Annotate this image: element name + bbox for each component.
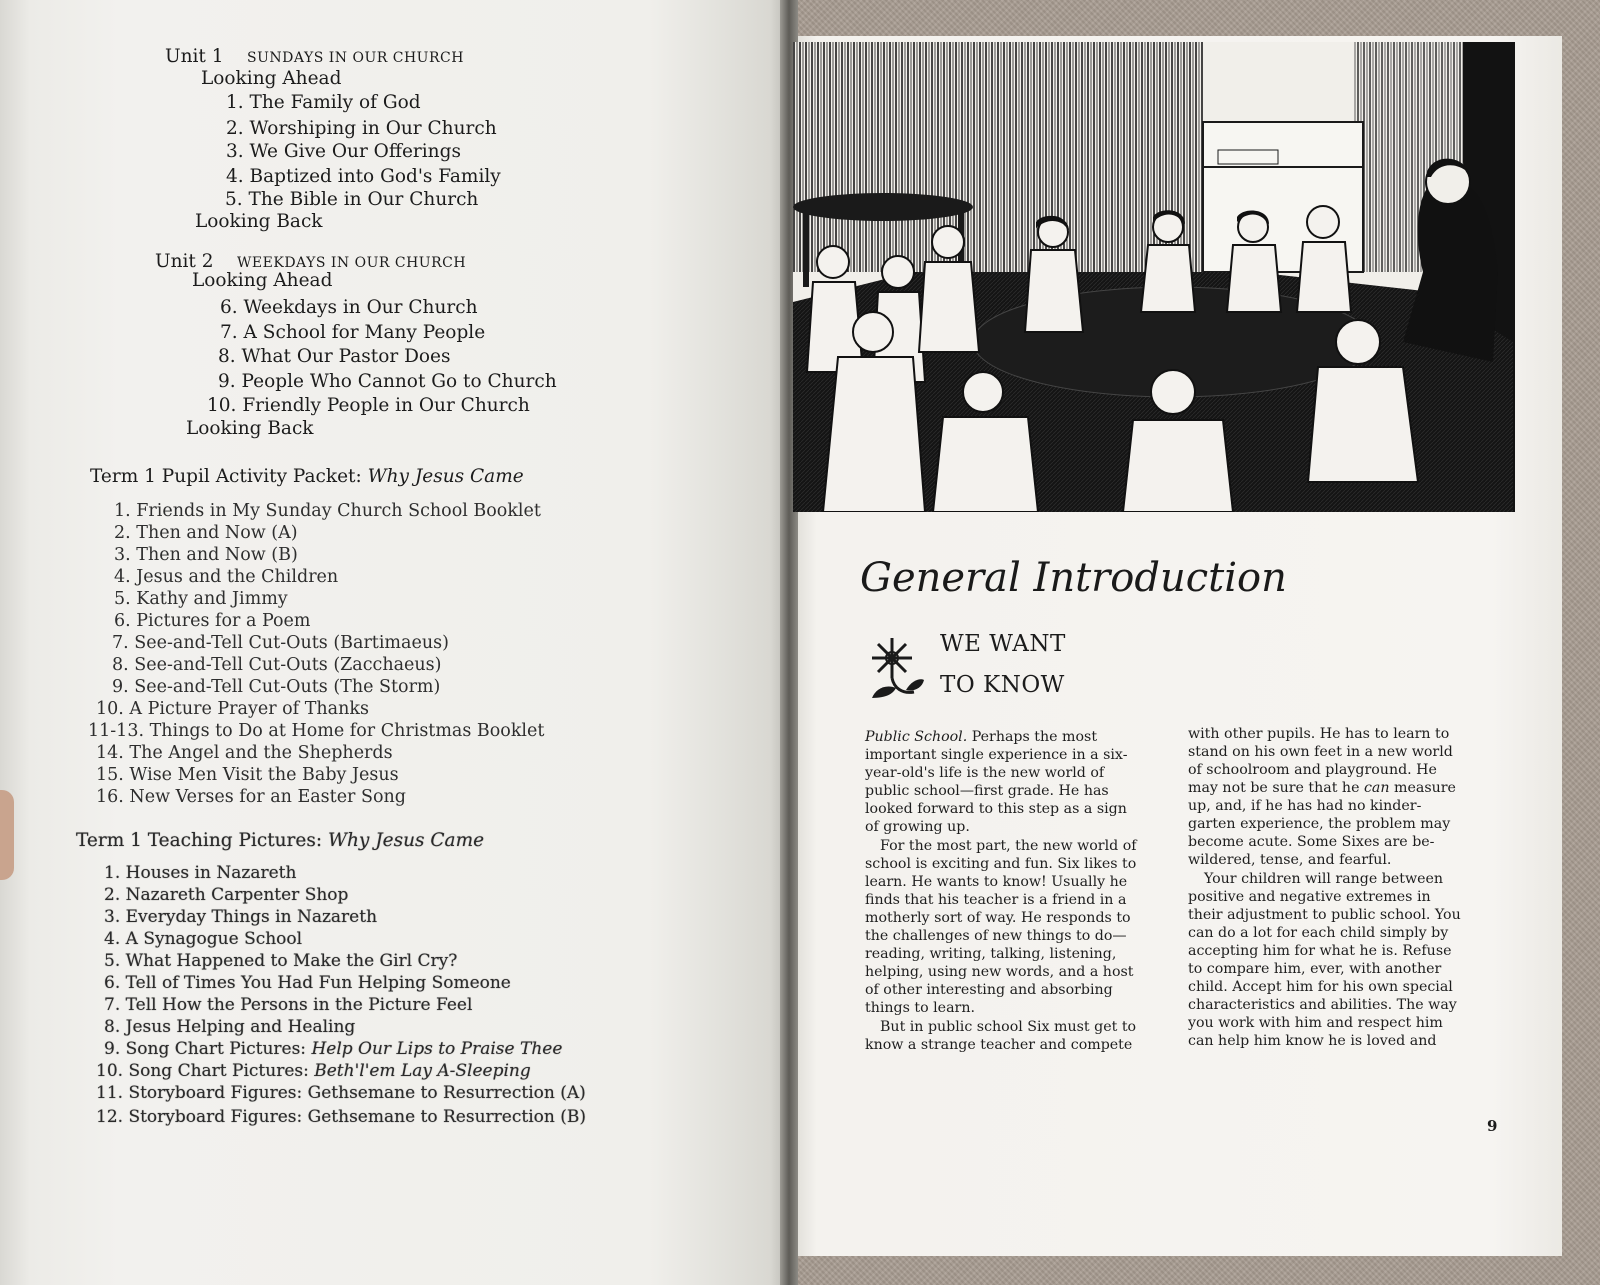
list-item: 5. The Bible in Our Church [225,189,479,210]
list-item: 8. See-and-Tell Cut-Outs (Zacchaeus) [112,655,442,675]
text-line: wildered, tense, and fearful. [1188,852,1392,868]
unit-1-looking-ahead: Looking Ahead [201,68,342,89]
list-item: 3. We Give Our Offerings [226,141,461,162]
list-item: 7. See-and-Tell Cut-Outs (Bartimaeus) [112,633,449,653]
list-item: 2. Nazareth Carpenter Shop [104,885,349,905]
list-item: 6. Pictures for a Poem [114,611,311,631]
text-line: of other interesting and absorbing [865,982,1113,998]
list-item: 8. What Our Pastor Does [218,346,451,367]
list-item: 14. The Angel and the Shepherds [96,743,393,763]
text-line: can do a lot for each child simply by [1188,925,1449,941]
text-line: public school—first grade. He has [865,783,1109,799]
unit-1-looking-back: Looking Back [195,211,323,232]
list-item: 8. Jesus Helping and Healing [104,1017,356,1037]
pictures-title: Term 1 Teaching Pictures: Why Jesus Came [76,830,485,851]
unit-1-title: SUNDAYS IN OUR CHURCH [247,50,464,66]
text-line: up, and, if he has had no kinder- [1188,798,1422,814]
packet-title: Term 1 Pupil Activity Packet: Why Jesus Came [90,466,524,487]
unit-1-heading [165,46,464,69]
text-line: stand on his own feet in a new world [1188,744,1453,760]
list-item: 7. Tell How the Persons in the Picture Feel [104,995,473,1015]
text-line: Public School. Perhaps the most [865,729,1098,745]
list-item: 4. Baptized into God's Family [226,166,501,187]
text-line: their adjustment to public school. You [1188,907,1461,923]
list-item: 1. The Family of God [226,92,421,113]
list-item: 9. People Who Cannot Go to Church [218,371,557,392]
text-line: can help him know he is loved and [1188,1033,1437,1049]
text-line: accepting him for what he is. Refuse [1188,943,1452,959]
text-line: learn. He wants to know! Usually he [865,874,1128,890]
flower-icon [862,636,928,704]
unit-2-label: Unit 2 [155,251,214,272]
text-line: garten experience, the problem may [1188,816,1451,832]
list-item: 1. Houses in Nazareth [104,863,297,883]
list-item: 9. Song Chart Pictures: Help Our Lips to Praise Thee [104,1039,563,1059]
list-item: 16. New Verses for an Easter Song [96,787,406,807]
text-line: may not be sure that he can measure [1188,780,1456,796]
list-item: 7. A School for Many People [220,322,486,343]
list-item: 10. Friendly People in Our Church [207,395,530,416]
list-item: 12. Storyboard Figures: Gethsemane to Resurrection (B) [96,1107,586,1127]
text-line: know a strange teacher and compete [865,1037,1133,1053]
page-heading: General Introduction [860,555,1287,601]
list-item: 11-13. Things to Do at Home for Christmas Booklet [88,721,545,741]
text-line: with other pupils. He has to learn to [1188,726,1450,742]
list-item: 2. Worshiping in Our Church [226,118,497,139]
text-line: things to learn. [865,1000,975,1016]
list-item: 9. See-and-Tell Cut-Outs (The Storm) [112,677,441,697]
section-heading-line-2: TO KNOW [940,672,1065,698]
text-line: motherly sort of way. He responds to [865,910,1131,926]
text-line: important single experience in a six- [865,747,1128,763]
list-item: 15. Wise Men Visit the Baby Jesus [96,765,399,785]
page-number: 9 [1487,1117,1498,1135]
text-line: the challenges of new things to do— [865,928,1127,944]
list-item: 4. A Synagogue School [104,929,303,949]
text-line: For the most part, the new world of [880,838,1137,854]
text-line: to compare him, ever, with another [1188,961,1442,977]
unit-2-looking-back: Looking Back [186,418,314,439]
table-of-contents [0,0,790,1285]
list-item: 2. Then and Now (A) [114,523,298,543]
list-item: 1. Friends in My Sunday Church School Booklet [114,501,541,521]
list-item: 3. Then and Now (B) [114,545,298,565]
text-line: Your children will range between [1204,871,1444,887]
section-heading-line-1: WE WANT [940,631,1066,657]
list-item: 10. A Picture Prayer of Thanks [96,699,369,719]
list-item: 5. Kathy and Jimmy [114,589,288,609]
text-line: finds that his teacher is a friend in a [865,892,1127,908]
text-line: But in public school Six must get to [880,1019,1137,1035]
list-item: 4. Jesus and the Children [114,567,339,587]
text-line: looked forward to this step as a sign [865,801,1127,817]
classroom-illustration [793,42,1515,512]
text-line: become acute. Some Sixes are be- [1188,834,1435,850]
text-line: child. Accept him for his own special [1188,979,1453,995]
list-item: 11. Storyboard Figures: Gethsemane to Resurrection (A) [96,1083,586,1103]
unit-1-label: Unit 1 [165,46,224,67]
text-line: you work with him and respect him [1188,1015,1443,1031]
text-line: school is exciting and fun. Six likes to [865,856,1137,872]
text-line: year-old's life is the new world of [865,765,1105,781]
list-item: 3. Everyday Things in Nazareth [104,907,378,927]
text-line: positive and negative extremes in [1188,889,1431,905]
text-line: of growing up. [865,819,970,835]
list-item: 10. Song Chart Pictures: Beth'l'em Lay A-Sleeping [96,1061,531,1081]
text-line: of schoolroom and playground. He [1188,762,1437,778]
unit-2-title: WEEKDAYS IN OUR CHURCH [237,255,467,271]
list-item: 6. Weekdays in Our Church [220,297,478,318]
unit-2-looking-ahead: Looking Ahead [192,270,333,291]
text-line: helping, using new words, and a host [865,964,1134,980]
text-line: characteristics and abilities. The way [1188,997,1457,1013]
list-item: 5. What Happened to Make the Girl Cry? [104,951,458,971]
text-line: reading, writing, talking, listening, [865,946,1117,962]
list-item: 6. Tell of Times You Had Fun Helping Someone [104,973,511,993]
